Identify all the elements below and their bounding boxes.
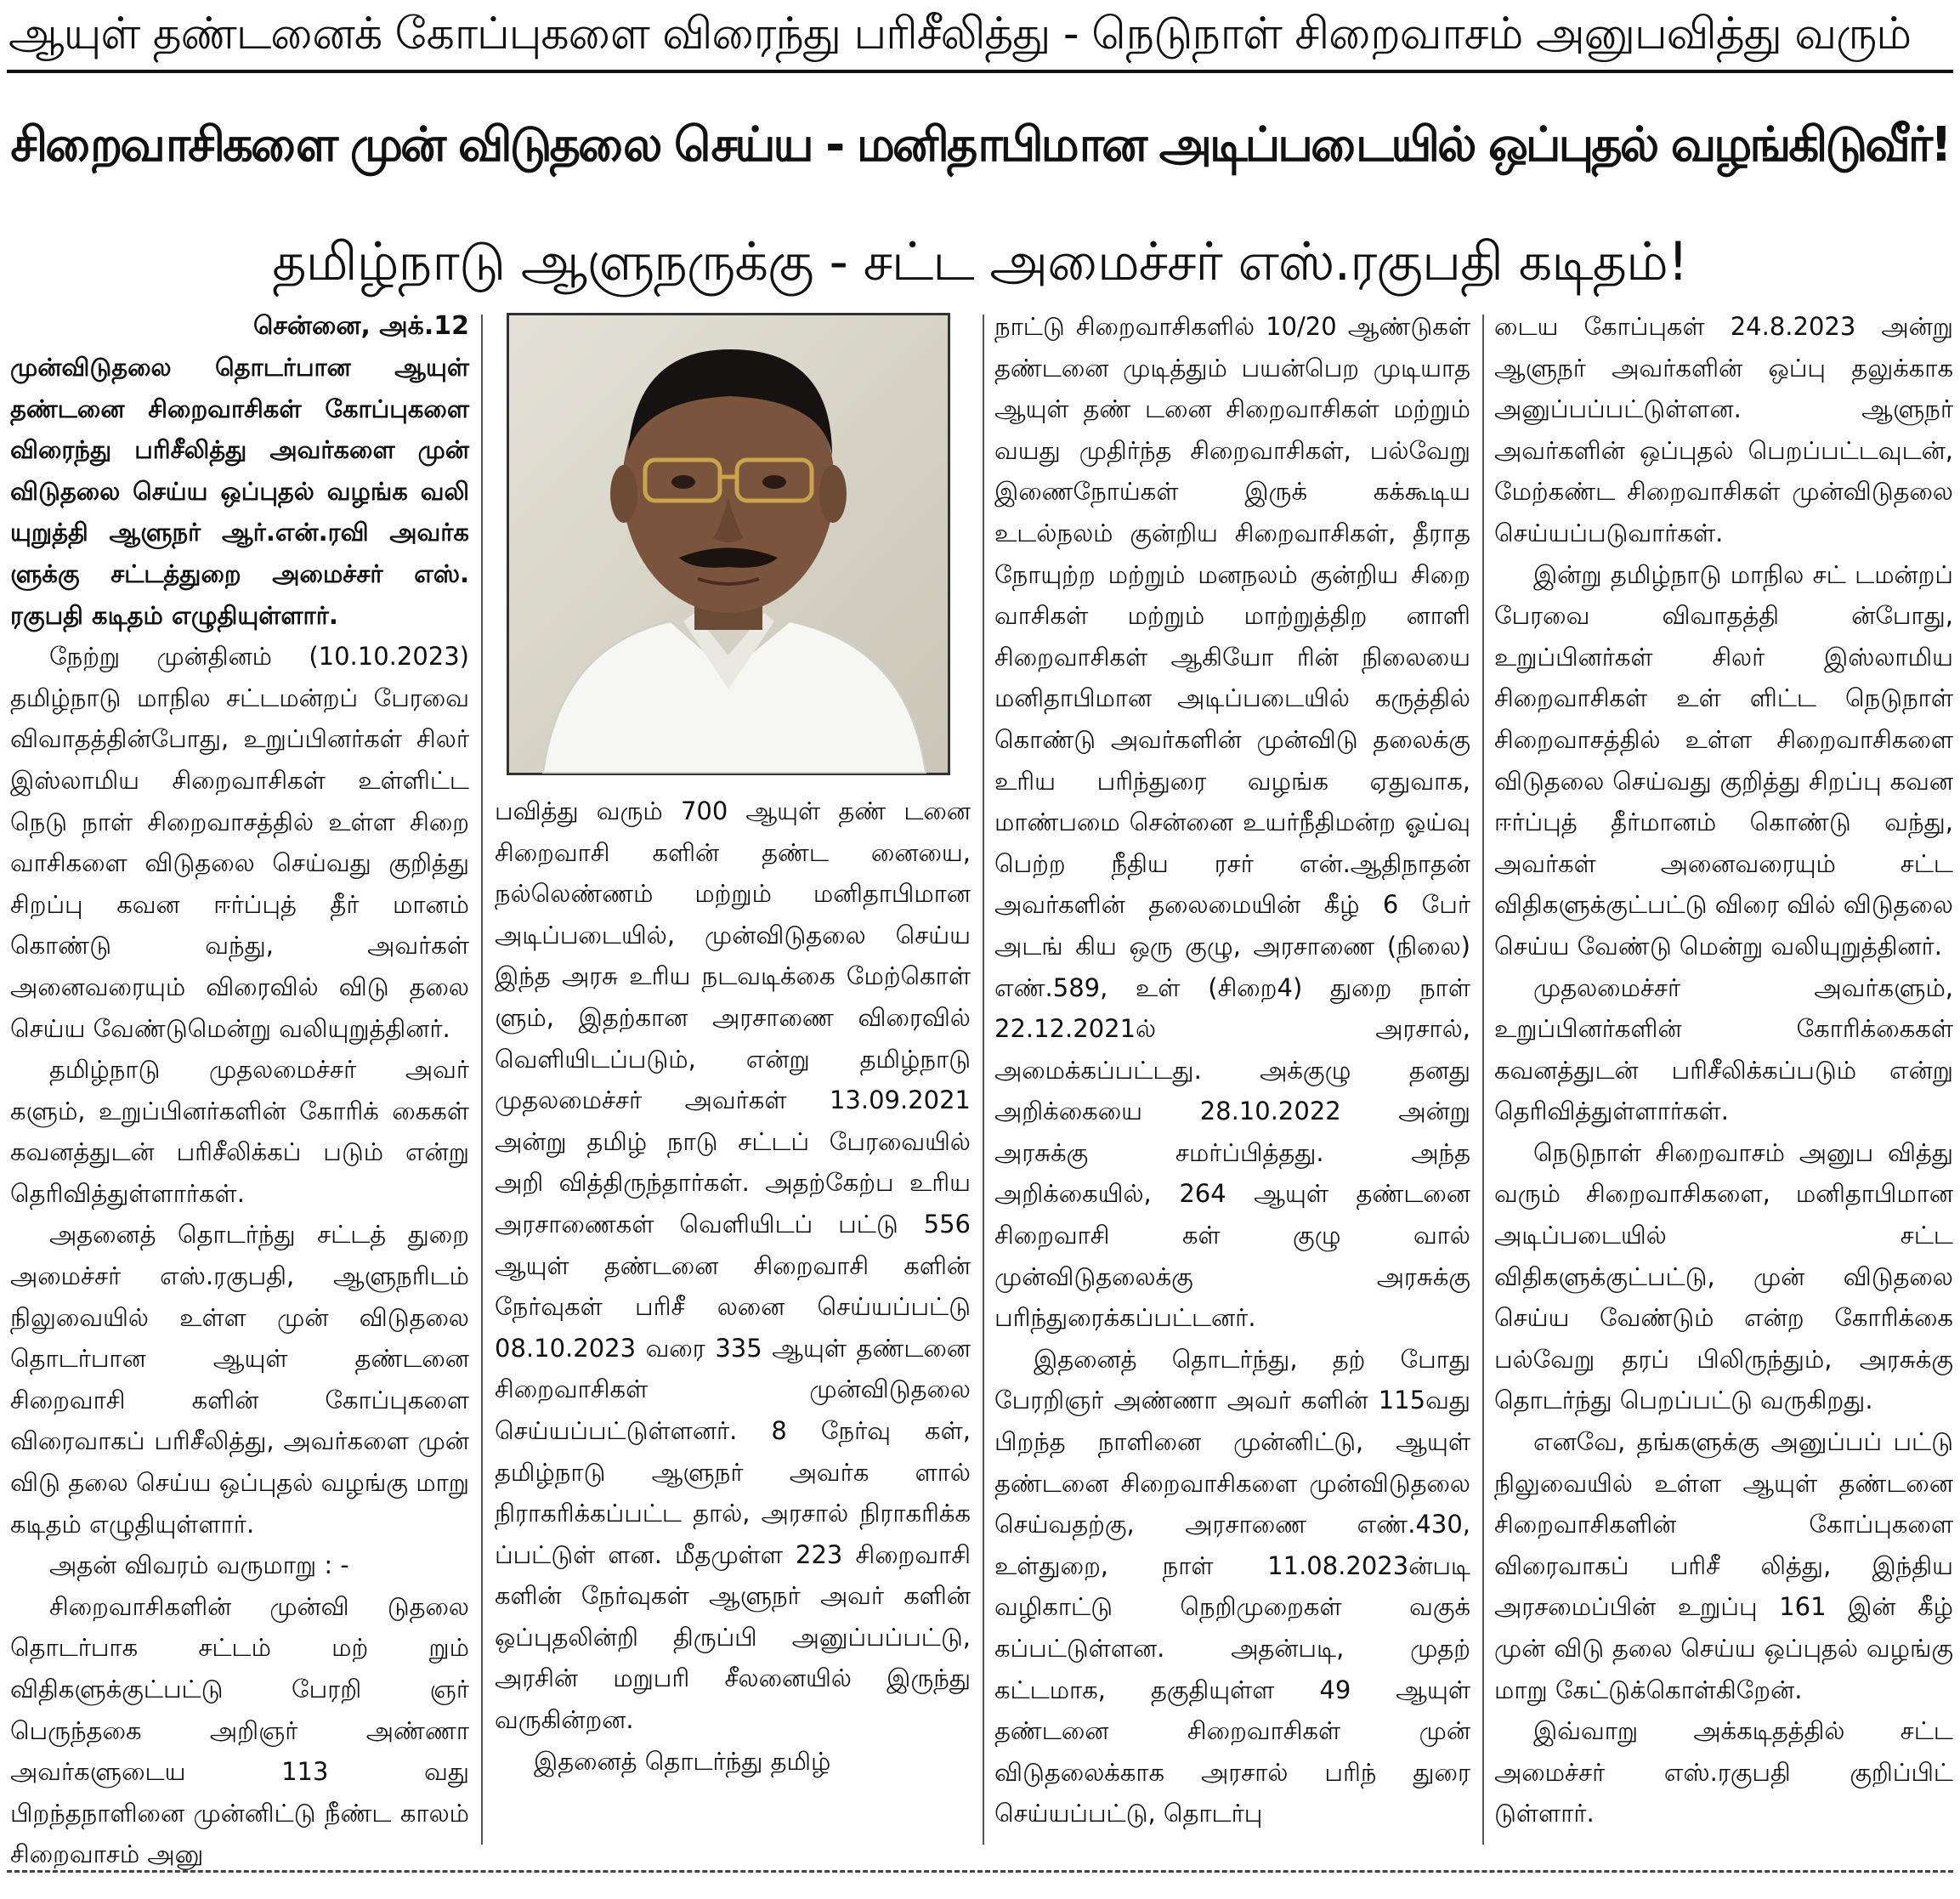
footer-rule xyxy=(7,1870,1953,1873)
subheadline: தமிழ்நாடு ஆளுநருக்கு - சட்ட அமைச்சர் எஸ்.ரகுபதி கடிதம்! xyxy=(272,230,1688,292)
headline: சிறைவாசிகளை முன் விடுதலை செய்ய - மனிதாபிமான அடிப்படையில் ஒப்புதல் வழங்கிடுவீர்! xyxy=(10,117,1950,173)
paragraph: நேற்று முன்தினம் (10.10.2023) தமிழ்நாடு மாநில சட்டமன்றப் பேரவை விவாதத்தின்போது, உறுப்பினர்கள் சிலர் இஸ்லாமிய சிறைவாசிகள் உள்ளிட்ட நெடு நாள் சிறைவாசத்தில் உள்ள சிறை வாசிகளை விடுதலை செய்வது குறித்து சிறப்பு கவன ஈர்ப்புத் தீர் மானம் கொண்டு வந்து, அவர்கள் அனைவரையும் விரைவில் விடு தலை செய்ய வேண்டுமென்று வலியுறுத்தினர். xyxy=(10,642,469,1043)
paragraph: எனவே, தங்களுக்கு அனுப்பப் பட்டு நிலுவையில் உள்ள ஆயுள் தண்டனை சிறைவாசிகளின் கோப்புகளை விரைவாகப் பரிசீ லித்து, இந்திய அரசமைப்பின் உறுப்பு 161 இன் கீழ் முன் விடு தலை செய்ய ஒப்புதல் வழங்கு மாறு கேட்டுக்கொள்கிறேன். xyxy=(1494,1427,1953,1704)
paragraph: நாட்டு சிறைவாசிகளில் 10/20 ஆண்டுகள் தண்டனை முடித்தும் பயன்பெற முடியாத ஆயுள் தண் டனை சிறைவாசிகள் மற்றும் வயது முதிர்ந்த சிறைவாசிகள், பல்வேறு இணைநோய்கள் இருக் கக்கூடிய உடல்நலம் குன்றிய சிறைவாசிகள், தீராத நோயுற்ற மற்றும் மனநலம் குன்றிய சிறை வாசிகள் மற்றும் மாற்றுத்திற னாளி சிறைவாசிகள் ஆகியோ ரின் நிலையை மனிதாபிமான அடிப்படையில் கருத்தில் கொண்டு அவர்களின் முன்விடு தலைக்கு உரிய பரிந்துரை வழங்க ஏதுவாக, மாண்பமை சென்னை உயர்நீதிமன்ற ஓய்வு பெற்ற நீதிய ரசர் என்.ஆதிநாதன் அவர்களின் தலைமையின் கீழ் 6 பேர் அடங் கிய ஒரு குழு, அரசாணை (நிலை) எண்.589, உள் (சிறை4) துறை நாள் 22.12.2021ல் அரசால், அமைக்கப்பட்டது. அக்குழு தனது அறிக்கையை 28.10.2022 அன்று அரசுக்கு சமர்ப்பித்தது. அந்த அறிக்கையில், 264 ஆயுள் தண்டனை சிறைவாசி கள் குழு வால் முன்விடுதலைக்கு அரசுக்கு பரிந்துரைக்கப்பட்டனர். xyxy=(994,312,1470,1333)
paragraph: அதன் விவரம் வருமாறு : - xyxy=(49,1550,349,1580)
column-divider xyxy=(1482,315,1484,1845)
paragraph: சிறைவாசிகளின் முன்வி டுதலை தொடர்பாக சட்டம் மற் றும் விதிகளுக்குட்பட்டு பேரறி ஞர் பெருந்தகை அறிஞர் அண்ணா அவர்களுடைய 113 வது பிறந்தநாளினை முன்னிட்டு நீண்ட காலம் சிறைவாசம் அனு xyxy=(10,1591,469,1869)
paragraph: அதனைத் தொடர்ந்து சட்டத் துறை அமைச்சர் எஸ்.ரகுபதி, ஆளுநரிடம் நிலுவையில் உள்ள முன் விடுதலை தொடர்பான ஆயுள் தண்டனை சிறைவாசி களின் கோப்புகளை விரைவாகப் பரிசீலித்து, அவர்களை முன் விடு தலை செய்ய ஒப்புதல் வழங்கு மாறு கடிதம் எழுதியுள்ளார். xyxy=(10,1220,469,1539)
paragraph: இதனைத் தொடர்ந்து தமிழ் xyxy=(534,1746,831,1776)
article-column-1 xyxy=(10,306,469,1869)
paragraph: இவ்வாறு அக்கடிதத்தில் சட்ட அமைச்சர் எஸ்.ரகுபதி குறிப்பிட் டுள்ளார். xyxy=(1494,1716,1953,1828)
paragraph: முதலமைச்சர் அவர்களும், உறுப்பினர்களின் கோரிக்கைகள் கவனத்துடன் பரிசீலிக்கப்படும் என்று தெரிவித்துள்ளார்கள். xyxy=(1494,972,1953,1126)
column-divider xyxy=(481,315,483,1845)
portrait-illustration xyxy=(509,315,948,773)
paragraph: பவித்து வரும் 700 ஆயுள் தண் டனை சிறைவாசி களின் தண்ட னையை, நல்லெண்ணம் மற்றும் மனிதாபிமான அடிப்படையில், முன்விடுதலை செய்ய இந்த அரசு உரிய நடவடிக்கை மேற்கொள் ளும், இதற்கான அரசாணை விரைவில் வெளியிடப்படும், என்று தமிழ்நாடு முதலமைச்சர் அவர்கள் 13.09.2021 அன்று தமிழ் நாடு சட்டப் பேரவையில் அறி வித்திருந்தார்கள். அதற்கேற்ப உரிய அரசாணைகள் வெளியிடப் பட்டு 556 ஆயுள் தண்டனை சிறைவாசி களின் நேர்வுகள் பரிசீ லனை செய்யப்பட்டு 08.10.2023 வரை 335 ஆயுள் தண்டனை சிறைவாசிகள் முன்விடுதலை செய்யப்பட்டுள்ளனர். 8 நேர்வு கள், தமிழ்நாடு ஆளுநர் அவர்க ளால் நிராகரிக்கப்பட்ட தால், அரசால் நிராகரிக்க ப்பட்டுள் ளன. மீதமுள்ள 223 சிறைவாசி களின் நேர்வுகள் ஆளுநர் அவர் களின் ஒப்புதலின்றி திருப்பி அனுப்பப்பட்டு, அரசின் மறுபரி சீலனையில் இருந்து வருகின்றன. xyxy=(495,796,971,1735)
paragraph: டைய கோப்புகள் 24.8.2023 அன்று ஆளுநர் அவர்களின் ஒப்பு தலுக்காக அனுப்பப்பட்டுள்ளன. ஆளுநர் அவர்களின் ஒப்புதல் பெறப்பட்டவுடன், மேற்கண்ட சிறைவாசிகள் முன்விடுதலை செய்யப்படுவார்கள். xyxy=(1494,312,1953,547)
article-column-3 xyxy=(994,306,1470,1853)
article-column-2 xyxy=(495,791,971,1853)
header-rule xyxy=(7,70,1953,73)
article-column-4 xyxy=(1494,306,1953,1853)
paragraph: இதனைத் தொடர்ந்து, தற் போது பேரறிஞர் அண்ணா அவர் களின் 115வது பிறந்த நாளினை முன்னிட்டு, ஆயுள் தண்டனை சிறைவாசிகளை முன்விடுதலை செய்வதற்கு, அரசாணை எண்.430, உள்துறை, நாள் 11.08.2023ன்படி வழிகாட்டு நெறிமுறைகள் வகுக் கப்பட்டுள்ளன. அதன்படி, முதற் கட்டமாக, தகுதியுள்ள 49 ஆயுள் தண்டனை சிறைவாசிகள் முன் விடுதலைக்காக அரசால் பரிந் துரை செய்யப்பட்டு, தொடர்பு xyxy=(994,1344,1470,1828)
dateline: சென்னை, அக்.12 xyxy=(252,311,469,341)
paragraph: நெடுநாள் சிறைவாசம் அனுப வித்து வரும் சிறைவாசிகளை, மனிதாபிமான அடிப்படையில் சட்ட விதிகளுக்குட்பட்டு, முன் விடுதலை செய்ய வேண்டும் என்ற கோரிக்கை பல்வேறு தரப் பிலிருந்தும், அரசுக்கு தொடர்ந்து பெறப்பட்டு வருகிறது. xyxy=(1494,1137,1953,1415)
column-divider xyxy=(983,315,984,1845)
lede-paragraph: முன்விடுதலை தொடர்பான ஆயுள் தண்டனை சிறைவாசிகள் கோப்புகளை விரைந்து பரிசீலித்து அவர்களை முன் விடுதலை செய்ய ஒப்புதல் வழங்க வலி யுறுத்தி ஆளுநர் ஆர்.என்.ரவி அவர்க ளுக்கு சட்டத்துறை அமைச்சர் எஸ். ரகுபதி கடிதம் எழுதியுள்ளார். xyxy=(10,353,469,630)
kicker-line: ஆயுள் தண்டனைக் கோப்புகளை விரைந்து பரிசீலித்து - நெடுநாள் சிறைவாசம் அனுபவித்து வரும் xyxy=(8,9,1912,60)
paragraph: இன்று தமிழ்நாடு மாநில சட் டமன்றப் பேரவை விவாதத்தி ன்போது, உறுப்பினர்கள் சிலர் இஸ்லாமிய சிறைவாசிகள் உள் ளிட்ட நெடுநாள் சிறைவாசத்தில் உள்ள சிறைவாசிகளை விடுதலை செய்வது குறித்து சிறப்பு கவன ஈர்ப்புத் தீர்மானம் கொண்டு வந்து, அவர்கள் அனைவரையும் சட்ட விதிகளுக்குட்பட்டு விரை வில் விடுதலை செய்ய வேண்டு மென்று வலியுறுத்தினர். xyxy=(1494,559,1953,961)
minister-photo xyxy=(507,313,950,775)
paragraph: தமிழ்நாடு முதலமைச்சர் அவர் களும், உறுப்பினர்களின் கோரிக் கைகள் கவனத்துடன் பரிசீலிக்கப் படும் என்று தெரிவித்துள்ளார்கள். xyxy=(10,1055,469,1208)
